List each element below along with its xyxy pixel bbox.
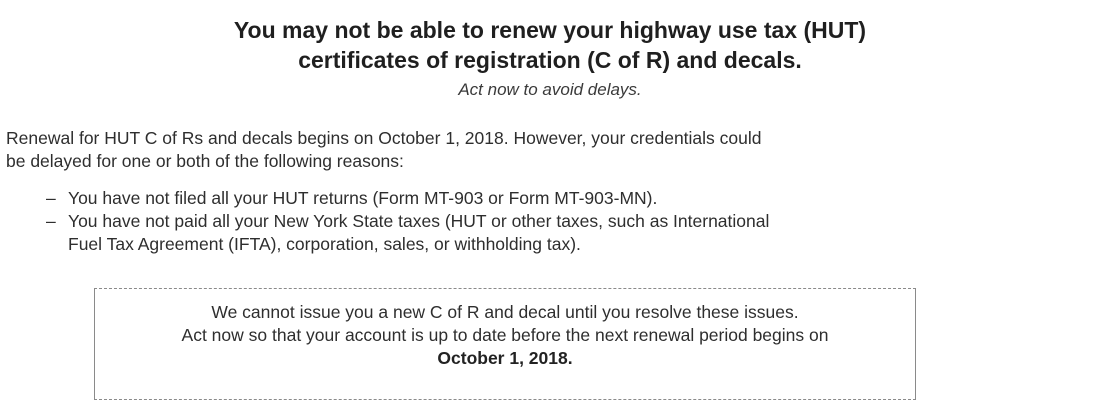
heading-line-1: You may not be able to renew your highway use tax (HUT) bbox=[233, 17, 867, 43]
heading-subtitle: Act now to avoid delays. bbox=[458, 80, 642, 99]
heading-line-2: certificates of registration (C of R) and decals. bbox=[298, 47, 802, 73]
reason-item-unpaid-taxes bbox=[46, 210, 1096, 256]
bullet-dash: – bbox=[46, 188, 56, 208]
intro-line-2: be delayed for one or both of the following reasons: bbox=[6, 151, 404, 171]
notice-date: October 1, 2018. bbox=[437, 348, 573, 368]
bullet-dash: – bbox=[46, 211, 56, 231]
intro-line-1: Renewal for HUT C of Rs and decals begins on October 1, 2018. However, your credentials could bbox=[6, 128, 762, 148]
reasons-list bbox=[46, 187, 1096, 256]
reason-item-unfiled-returns bbox=[46, 187, 1096, 210]
intro-paragraph bbox=[6, 127, 1096, 173]
notice-line-2: Act now so that your account is up to date before the next renewal period begins on bbox=[181, 325, 829, 345]
reason-text-line-1: You have not paid all your New York State taxes (HUT or other taxes, such as International bbox=[68, 211, 770, 231]
reason-text-line-2: Fuel Tax Agreement (IFTA), corporation, sales, or withholding tax). bbox=[68, 234, 581, 254]
notice-line-1: We cannot issue you a new C of R and decal until you resolve these issues. bbox=[211, 302, 799, 322]
notice-box bbox=[94, 288, 916, 400]
reason-text: You have not filed all your HUT returns (Form MT-903 or Form MT-903-MN). bbox=[68, 188, 658, 208]
